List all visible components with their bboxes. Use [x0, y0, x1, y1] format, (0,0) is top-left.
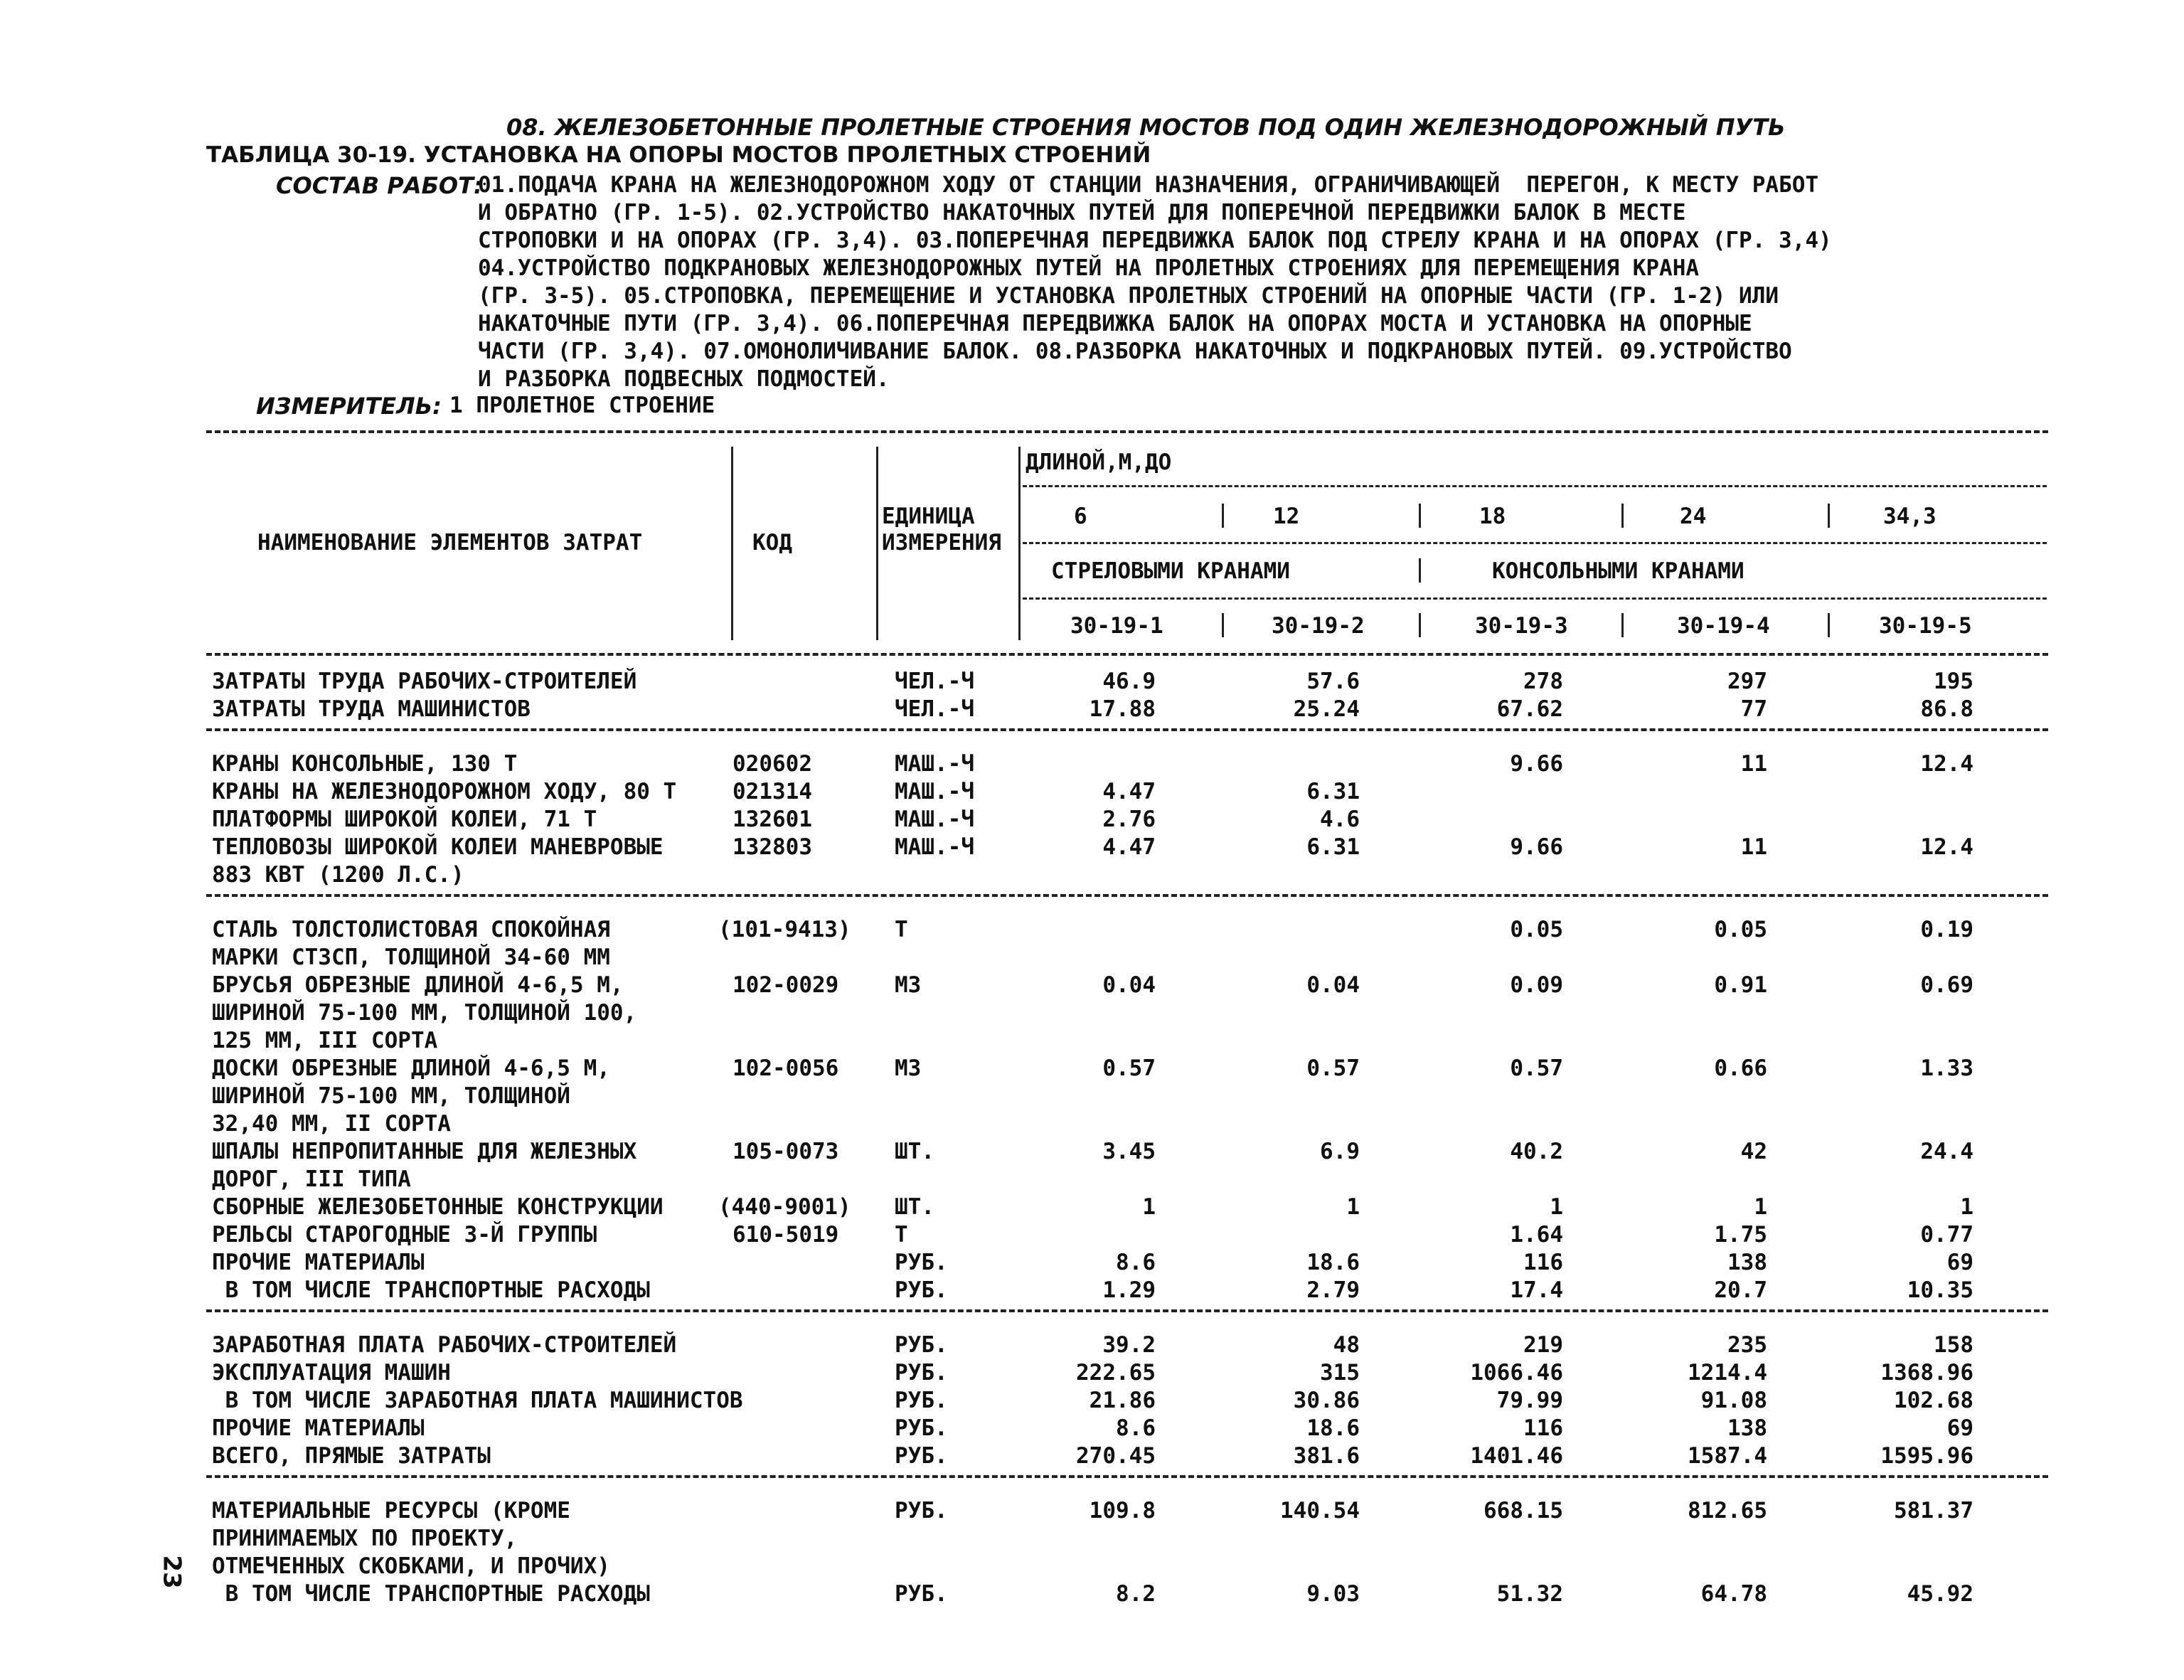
row-unit: М3 [895, 1056, 922, 1081]
row-name-line: 32,40 ММ, II СОРТА [212, 1111, 451, 1137]
row-value-2: 30.86 [1293, 1388, 1360, 1413]
row-name-line: ВСЕГО, ПРЯМЫЕ ЗАТРАТЫ [212, 1443, 491, 1469]
row-unit: РУБ. [895, 1415, 948, 1441]
row-value-5: 1368.96 [1880, 1360, 1973, 1386]
row-value-2: 0.57 [1306, 1056, 1360, 1081]
row-value-2: 18.6 [1306, 1250, 1360, 1275]
row-value-3: 40.2 [1510, 1139, 1563, 1164]
row-value-3: 0.09 [1510, 972, 1563, 998]
norm-code-3: 30-19-3 [1475, 613, 1568, 639]
length-4: 24 [1680, 504, 1707, 529]
row-value-2: 6.31 [1306, 834, 1360, 860]
row-name-line: МАТЕРИАЛЬНЫЕ РЕСУРСЫ (КРОМЕ [212, 1498, 570, 1524]
row-value-5: 1 [1960, 1194, 1973, 1220]
row-name-line: ПРИНИМАЕМЫХ ПО ПРОЕКТУ, [212, 1526, 518, 1551]
row-value-5: 1595.96 [1880, 1443, 1973, 1469]
crane-cantilever-label: КОНСОЛЬНЫМИ КРАНАМИ [1492, 558, 1744, 584]
row-name-line: В ТОМ ЧИСЛЕ ЗАРАБОТНАЯ ПЛАТА МАШИНИСТОВ [212, 1388, 743, 1413]
row-name-line: ДОСКИ ОБРЕЗНЫЕ ДЛИНОЙ 4-6,5 М, [212, 1056, 610, 1081]
row-value-5: 195 [1934, 669, 1973, 694]
row-value-2: 381.6 [1293, 1443, 1360, 1469]
row-name-line: ПЛАТФОРМЫ ШИРОКОЙ КОЛЕИ, 71 Т [212, 807, 597, 832]
row-name-line: СТАЛЬ ТОЛСТОЛИСТОВАЯ СПОКОЙНАЯ [212, 917, 610, 942]
length-3: 18 [1479, 504, 1506, 529]
length-divider [1222, 504, 1224, 528]
row-value-3: 1 [1550, 1194, 1563, 1220]
row-value-3: 0.57 [1510, 1056, 1563, 1081]
row-value-2: 1 [1346, 1194, 1360, 1220]
row-value-4: 1587.4 [1688, 1443, 1767, 1469]
work-line: И ОБРАТНО (ГР. 1-5). 02.УСТРОЙСТВО НАКАТОЧНЫХ ПУТЕЙ ДЛЯ ПОПЕРЕЧНОЙ ПЕРЕДВИЖКИ БАЛОК В МЕСТЕ [478, 200, 1686, 225]
rule-head-2 [1023, 542, 2047, 544]
row-value-5: 69 [1946, 1250, 1973, 1275]
row-value-1: 0.04 [1102, 972, 1156, 998]
row-value-5: 86.8 [1920, 696, 1973, 722]
row-value-4: 91.08 [1700, 1388, 1767, 1413]
row-unit: ЧЕЛ.-Ч [895, 669, 974, 694]
row-unit: ШТ. [895, 1194, 934, 1220]
row-value-3: 1401.46 [1470, 1443, 1563, 1469]
row-name-line: КРАНЫ НА ЖЕЛЕЗНОДОРОЖНОМ ХОДУ, 80 Т [212, 779, 677, 804]
row-value-5: 24.4 [1920, 1139, 1973, 1164]
row-value-3: 79.99 [1496, 1388, 1563, 1413]
length-divider [1828, 504, 1830, 528]
row-value-2: 25.24 [1293, 696, 1360, 722]
length-1: 6 [1074, 504, 1087, 529]
row-unit: РУБ. [895, 1332, 948, 1358]
row-value-3: 51.32 [1496, 1581, 1563, 1607]
row-value-1: 17.88 [1089, 696, 1156, 722]
row-name-line: ПРОЧИЕ МАТЕРИАЛЫ [212, 1415, 425, 1441]
header-unit-col-2: ИЗМЕРЕНИЯ [882, 530, 1001, 555]
row-value-5: 0.19 [1920, 917, 1973, 942]
code-divider [1419, 613, 1421, 637]
row-unit: ШТ. [895, 1139, 934, 1164]
rule-head-3 [1023, 597, 2047, 600]
row-name-line: ДОРОГ, III ТИПА [212, 1166, 411, 1192]
row-unit: РУБ. [895, 1498, 948, 1524]
row-value-4: 0.91 [1714, 972, 1767, 998]
row-value-5: 10.35 [1907, 1277, 1973, 1303]
rule-head-1 [1023, 485, 2047, 487]
row-value-3: 116 [1523, 1415, 1563, 1441]
meter-label: ИЗМЕРИТЕЛЬ: [256, 393, 442, 420]
length-divider [1419, 504, 1421, 528]
row-name-line: ЗАРАБОТНАЯ ПЛАТА РАБОЧИХ-СТРОИТЕЛЕЙ [212, 1332, 677, 1358]
length-divider [1621, 504, 1624, 528]
meter-value: 1 ПРОЛЕТНОЕ СТРОЕНИЕ [449, 393, 715, 418]
row-name-line: ТЕПЛОВОЗЫ ШИРОКОЙ КОЛЕИ МАНЕВРОВЫЕ [212, 834, 664, 860]
rule-group [206, 1475, 2048, 1478]
row-value-1: 1.29 [1102, 1277, 1156, 1303]
row-value-4: 0.66 [1714, 1056, 1767, 1081]
row-value-1: 0.57 [1102, 1056, 1156, 1081]
row-value-3: 278 [1523, 669, 1563, 694]
row-value-3: 9.66 [1510, 834, 1563, 860]
row-code: 610-5019 [733, 1222, 839, 1248]
row-unit: РУБ. [895, 1388, 948, 1413]
row-value-5: 69 [1946, 1415, 1973, 1441]
row-value-4: 42 [1740, 1139, 1767, 1164]
row-name-line: БРУСЬЯ ОБРЕЗНЫЕ ДЛИНОЙ 4-6,5 М, [212, 972, 624, 998]
row-code: 020602 [733, 751, 812, 777]
row-value-3: 1.64 [1510, 1222, 1563, 1248]
length-5: 34,3 [1883, 504, 1937, 529]
row-name-line: ЗАТРАТЫ ТРУДА МАШИНИСТОВ [212, 696, 531, 722]
rule-group [206, 1309, 2048, 1312]
row-value-2: 2.79 [1306, 1277, 1360, 1303]
row-name-line: ШИРИНОЙ 75-100 ММ, ТОЛЩИНОЙ [212, 1083, 570, 1109]
row-name-line: В ТОМ ЧИСЛЕ ТРАНСПОРТНЫЕ РАСХОДЫ [212, 1581, 650, 1607]
row-value-5: 0.77 [1920, 1222, 1973, 1248]
row-value-1: 8.6 [1116, 1415, 1156, 1441]
crane-boom-label: СТРЕЛОВЫМИ КРАНАМИ [1051, 558, 1290, 584]
row-code: 021314 [733, 779, 812, 804]
row-value-2: 18.6 [1306, 1415, 1360, 1441]
row-unit: ЧЕЛ.-Ч [895, 696, 974, 722]
header-name-col: НАИМЕНОВАНИЕ ЭЛЕМЕНТОВ ЗАТРАТ [257, 530, 643, 555]
row-value-3: 668.15 [1483, 1498, 1563, 1524]
row-value-3: 0.05 [1510, 917, 1563, 942]
row-value-3: 116 [1523, 1250, 1563, 1275]
col-divider-values [1018, 447, 1021, 640]
work-line: И РАЗБОРКА ПОДВЕСНЫХ ПОДМОСТЕЙ. [478, 366, 890, 392]
row-unit: РУБ. [895, 1250, 948, 1275]
norm-code-1: 30-19-1 [1070, 613, 1163, 639]
work-line: 04.УСТРОЙСТВО ПОДКРАНОВЫХ ЖЕЛЕЗНОДОРОЖНЫХ ПУТЕЙ НА ПРОЛЕТНЫХ СТРОЕНИЯХ ДЛЯ ПЕРЕМЕЩЕНИЯ КРАНА [478, 255, 1700, 281]
row-value-5: 12.4 [1920, 751, 1973, 777]
row-name-line: ОТМЕЧЕННЫХ СКОБКАМИ, И ПРОЧИХ) [212, 1553, 610, 1579]
norm-code-5: 30-19-5 [1879, 613, 1972, 639]
header-unit-col-1: ЕДИНИЦА [882, 504, 975, 529]
code-divider [1222, 613, 1224, 637]
row-name-line: ПРОЧИЕ МАТЕРИАЛЫ [212, 1250, 425, 1275]
row-value-5: 581.37 [1894, 1498, 1973, 1524]
row-value-4: 11 [1740, 834, 1767, 860]
row-value-4: 77 [1740, 696, 1767, 722]
row-value-4: 20.7 [1714, 1277, 1767, 1303]
row-value-1: 4.47 [1102, 779, 1156, 804]
row-code: 132803 [733, 834, 812, 860]
row-code: 102-0029 [733, 972, 839, 998]
row-value-5: 0.69 [1920, 972, 1973, 998]
row-value-2: 9.03 [1306, 1581, 1360, 1607]
row-value-5: 158 [1934, 1332, 1973, 1358]
row-name-line: В ТОМ ЧИСЛЕ ТРАНСПОРТНЫЕ РАСХОДЫ [212, 1277, 650, 1303]
row-value-2: 140.54 [1280, 1498, 1360, 1524]
row-value-5: 1.33 [1920, 1056, 1973, 1081]
row-value-1: 3.45 [1102, 1139, 1156, 1164]
norm-code-2: 30-19-2 [1272, 613, 1365, 639]
row-value-1: 270.45 [1076, 1443, 1156, 1469]
row-value-1: 2.76 [1102, 807, 1156, 832]
row-value-4: 11 [1740, 751, 1767, 777]
row-name-line: ШИРИНОЙ 75-100 ММ, ТОЛЩИНОЙ 100, [212, 1000, 637, 1026]
work-line: ЧАСТИ (ГР. 3,4). 07.ОМОНОЛИЧИВАНИЕ БАЛОК. 08.РАЗБОРКА НАКАТОЧНЫХ И ПОДКРАНОВЫХ ПУТЕЙ. 09.УСТРОЙСТВО [478, 339, 1792, 364]
row-value-3: 17.4 [1510, 1277, 1563, 1303]
row-value-1: 222.65 [1076, 1360, 1156, 1386]
row-value-4: 1 [1754, 1194, 1767, 1220]
rule-group [206, 728, 2048, 731]
crane-divider [1419, 558, 1421, 583]
code-divider [1828, 613, 1830, 637]
row-value-1: 21.86 [1089, 1388, 1156, 1413]
row-name-line: СБОРНЫЕ ЖЕЛЕЗОБЕТОННЫЕ КОНСТРУКЦИИ [212, 1194, 664, 1220]
rule-group [206, 894, 2048, 897]
row-unit: Т [895, 917, 908, 942]
row-name-line: 125 ММ, III СОРТА [212, 1028, 438, 1053]
rule-top [206, 430, 2048, 433]
row-name-line: РЕЛЬСЫ СТАРОГОДНЫЕ 3-Й ГРУППЫ [212, 1222, 597, 1248]
row-name-line: МАРКИ СТ3СП, ТОЛЩИНОЙ 34-60 ММ [212, 945, 610, 970]
row-code: (440-9001) [718, 1194, 851, 1220]
row-unit: РУБ. [895, 1360, 948, 1386]
row-value-1: 46.9 [1102, 669, 1156, 694]
row-value-4: 64.78 [1700, 1581, 1767, 1607]
work-line: НАКАТОЧНЫЕ ПУТИ (ГР. 3,4). 06.ПОПЕРЕЧНАЯ ПЕРЕДВИЖКА БАЛОК НА ОПОРАХ МОСТА И УСТАНОВКА НА ОПОРНЫЕ [478, 311, 1752, 336]
row-value-2: 315 [1320, 1360, 1360, 1386]
row-code: 102-0056 [733, 1056, 839, 1081]
row-value-4: 138 [1727, 1415, 1767, 1441]
col-divider-code [731, 447, 733, 640]
work-line: (ГР. 3-5). 05.СТРОПОВКА, ПЕРЕМЕЩЕНИЕ И УСТАНОВКА ПРОЛЕТНЫХ СТРОЕНИЙ НА ОПОРНЫЕ ЧАСТИ (ГР. 1-2) ИЛИ [478, 283, 1779, 309]
row-unit: Т [895, 1222, 908, 1248]
row-unit: РУБ. [895, 1581, 948, 1607]
row-name-line: 883 КВТ (1200 Л.С.) [212, 862, 464, 888]
row-unit: РУБ. [895, 1443, 948, 1469]
code-divider [1621, 613, 1624, 637]
row-code: (101-9413) [718, 917, 851, 942]
row-value-1: 4.47 [1102, 834, 1156, 860]
row-value-4: 235 [1727, 1332, 1767, 1358]
row-value-2: 48 [1333, 1332, 1360, 1358]
row-name-line: ШПАЛЫ НЕПРОПИТАННЫЕ ДЛЯ ЖЕЛЕЗНЫХ [212, 1139, 637, 1164]
row-name-line: ЗАТРАТЫ ТРУДА РАБОЧИХ-СТРОИТЕЛЕЙ [212, 669, 637, 694]
row-value-3: 1066.46 [1470, 1360, 1563, 1386]
row-value-2: 6.31 [1306, 779, 1360, 804]
row-code: 132601 [733, 807, 812, 832]
row-value-3: 67.62 [1496, 696, 1563, 722]
rule-group [206, 653, 2048, 656]
row-value-2: 4.6 [1320, 807, 1360, 832]
row-value-1: 109.8 [1089, 1498, 1156, 1524]
row-value-4: 138 [1727, 1250, 1767, 1275]
section-title: 08. ЖЕЛЕЗОБЕТОННЫЕ ПРОЛЕТНЫЕ СТРОЕНИЯ МОСТОВ ПОД ОДИН ЖЕЛЕЗНОДОРОЖНЫЙ ПУТЬ [506, 114, 1786, 141]
work-line: 01.ПОДАЧА КРАНА НА ЖЕЛЕЗНОДОРОЖНОМ ХОДУ ОТ СТАНЦИИ НАЗНАЧЕНИЯ, ОГРАНИЧИВАЮЩЕЙ ПЕРЕГОН, К МЕСТУ РАБОТ [478, 172, 1819, 198]
work-label: СОСТАВ РАБОТ: [276, 172, 483, 199]
header-code-col: КОД [752, 530, 792, 555]
row-value-3: 9.66 [1510, 751, 1563, 777]
row-unit: МАШ.-Ч [895, 807, 974, 832]
row-value-5: 45.92 [1907, 1581, 1973, 1607]
row-unit: МАШ.-Ч [895, 779, 974, 804]
norm-code-4: 30-19-4 [1677, 613, 1770, 639]
work-line: СТРОПОВКИ И НА ОПОРАХ (ГР. 3,4). 03.ПОПЕРЕЧНАЯ ПЕРЕДВИЖКА БАЛОК ПОД СТРЕЛУ КРАНА И НА ОПОРАХ (ГР. 3,4) [478, 228, 1832, 253]
row-name-line: ЭКСПЛУАТАЦИЯ МАШИН [212, 1360, 451, 1386]
row-unit: РУБ. [895, 1277, 948, 1303]
col-divider-unit [876, 447, 878, 640]
row-code: 105-0073 [733, 1139, 839, 1164]
page-number: 23 [157, 1555, 186, 1589]
length-2: 12 [1273, 504, 1300, 529]
row-value-4: 1214.4 [1688, 1360, 1767, 1386]
row-value-1: 8.6 [1116, 1250, 1156, 1275]
row-value-4: 812.65 [1688, 1498, 1767, 1524]
row-value-5: 12.4 [1920, 834, 1973, 860]
row-value-4: 297 [1727, 669, 1767, 694]
row-value-2: 57.6 [1306, 669, 1360, 694]
length-label: ДЛИНОЙ,М,ДО [1026, 450, 1172, 475]
row-value-5: 102.68 [1894, 1388, 1973, 1413]
row-value-1: 8.2 [1116, 1581, 1156, 1607]
table-title: ТАБЛИЦА 30-19. УСТАНОВКА НА ОПОРЫ МОСТОВ ПРОЛЕТНЫХ СТРОЕНИЙ [206, 142, 1151, 168]
row-value-4: 0.05 [1714, 917, 1767, 942]
row-name-line: КРАНЫ КОНСОЛЬНЫЕ, 130 Т [212, 751, 518, 777]
row-value-2: 0.04 [1306, 972, 1360, 998]
row-value-1: 39.2 [1102, 1332, 1156, 1358]
row-unit: М3 [895, 972, 922, 998]
row-unit: МАШ.-Ч [895, 751, 974, 777]
row-unit: МАШ.-Ч [895, 834, 974, 860]
row-value-3: 219 [1523, 1332, 1563, 1358]
row-value-1: 1 [1142, 1194, 1156, 1220]
row-value-2: 6.9 [1320, 1139, 1360, 1164]
row-value-4: 1.75 [1714, 1222, 1767, 1248]
